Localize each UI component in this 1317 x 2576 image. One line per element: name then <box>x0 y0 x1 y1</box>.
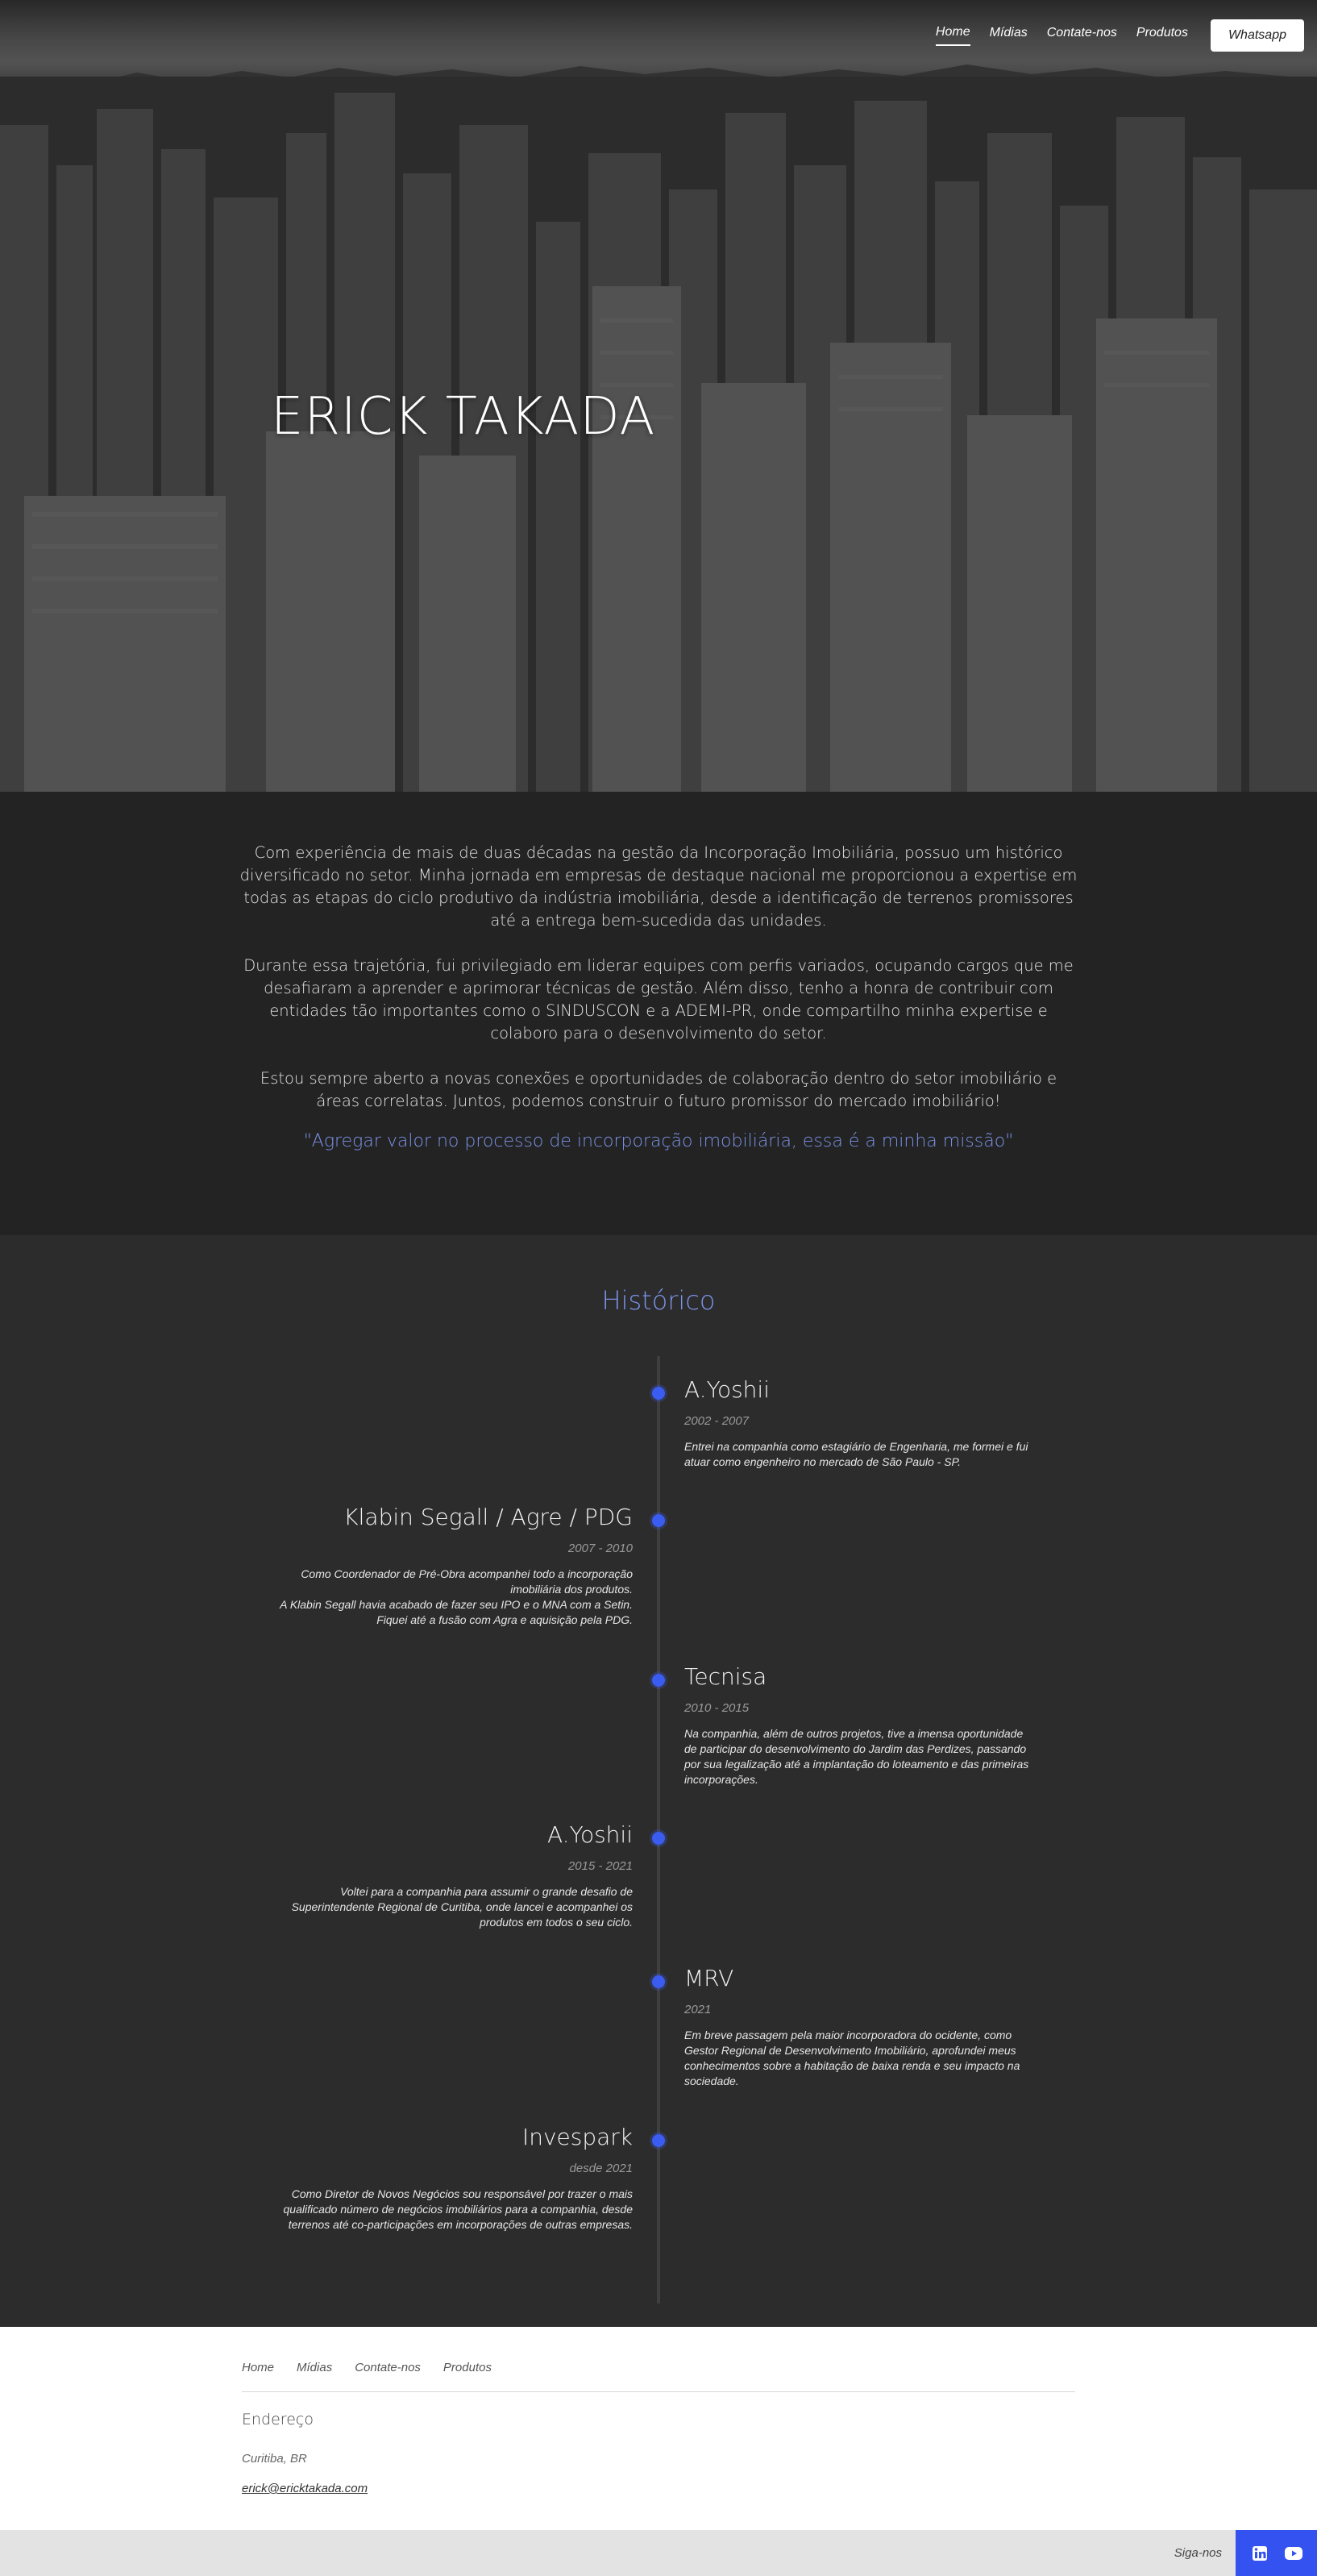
footer-nav <box>242 2361 514 2374</box>
about-paragraph: Com experiência de mais de duas décadas na gestão da Incorporação Imobiliária, possuo um histórico diversificado no setor. Minha jornada em empresas de destaque nacional me proporcionou a expertise em todas as etapas do ciclo produtivo da indústria imobiliária, desde a identificação de terrenos promissores até a entrega bem-sucedida das unidades. <box>239 843 1078 930</box>
timeline-entry <box>684 1376 1042 1470</box>
timeline-dot <box>652 1674 665 1687</box>
entry-description: Entrei na companhia como estagiário de Engenharia, me formei e fui atuar como engenheiro no mercado de São Paulo - SP. <box>684 1440 1028 1468</box>
footer <box>0 2327 1317 2530</box>
footer-divider <box>242 2391 1075 2392</box>
entry-company: A.Yoshii <box>684 1376 770 1403</box>
about-paragraph: Estou sempre aberto a novas conexões e oportunidades de colaboração dentro do setor imobiliário e áreas correlatas. Juntos, podemos construir o futuro promissor do mercado imobiliário! <box>260 1069 1057 1110</box>
entry-date: 2015 - 2021 <box>567 1859 633 1873</box>
hero-section <box>0 0 1317 792</box>
top-nav <box>916 19 1304 52</box>
entry-date: 2007 - 2010 <box>567 1542 633 1555</box>
entry-company: Tecnisa <box>684 1663 767 1690</box>
timeline-dot <box>652 1975 665 1988</box>
entry-description: Em breve passagem pela maior incorporadora do ocidente, como Gestor Regional de Desenvolvimento Imobiliário, aprofundei meus conhecimentos sobre a habitação de baixa renda e seu impacto na sociedade. <box>684 2029 1020 2087</box>
mission-quote: "Agregar valor no processo de incorporação imobiliária, essa é a minha missão" <box>303 1131 1014 1151</box>
timeline-entry <box>275 1504 633 1628</box>
footer-link-produtos[interactable]: Produtos <box>442 2361 492 2374</box>
entry-company: MRV <box>684 1965 734 1991</box>
entry-description: Como Diretor de Novos Negócios sou responsável por trazer o mais qualificado número de negócios imobiliários para a companhia, desde terrenos até co-participações em incorporações de outras empresas. <box>283 2187 633 2231</box>
entry-date: 2010 - 2015 <box>684 1701 750 1715</box>
nav-home[interactable]: Home <box>936 25 970 46</box>
footer-link-midias[interactable]: Mídias <box>297 2361 333 2374</box>
entry-company: Invespark <box>521 2124 633 2150</box>
hero-title: ERICK TAKADA <box>271 387 656 447</box>
youtube-icon[interactable] <box>1285 2545 1302 2562</box>
history-section <box>0 1235 1317 2327</box>
nav-contate-nos[interactable]: Contate-nos <box>1046 26 1117 40</box>
entry-company: A.Yoshii <box>547 1821 633 1848</box>
about-section <box>0 792 1317 1235</box>
entry-description: Como Coordenador de Pré-Obra acompanhei todo a incorporação imobiliária dos produtos. A Klabin Segall havia acabado de fazer seu IPO e o MNA com a Setin. Fiquei até a fusão com Agra e aquisição pela PDG. <box>280 1567 633 1626</box>
timeline-entry <box>684 1965 1042 2089</box>
email-link[interactable]: erick@ericktakada.com <box>242 2482 368 2495</box>
bottom-bar <box>0 2530 1317 2576</box>
social-links <box>1236 2530 1317 2576</box>
footer-link-home[interactable]: Home <box>242 2361 275 2374</box>
nav-midias[interactable]: Mídias <box>989 26 1028 40</box>
entry-date: desde 2021 <box>569 2162 633 2175</box>
timeline-dot <box>652 1514 665 1527</box>
hero-overlay <box>0 0 1317 792</box>
entry-description: Voltei para a companhia para assumir o grande desafio de Superintendente Regional de Curitiba, onde lancei e acompanhei os produtos em todos o seu ciclo. <box>291 1885 633 1929</box>
follow-label: Siga-nos <box>1174 2546 1222 2560</box>
about-paragraph: Durante essa trajetória, fui privilegiado em liderar equipes com perfis variados, ocupando cargos que me desafiaram a aprender e aprimorar técnicas de gestão. Além disso, tenho a honra de contribuir com entidades tão importantes como o SINDUSCON e a ADEMI-PR, onde compartilho minha expertise e colaboro para o desenvolvimento do setor. <box>243 956 1074 1042</box>
timeline-entry <box>684 1663 1042 1787</box>
timeline-dot <box>652 1832 665 1845</box>
entry-date: 2021 <box>684 2003 712 2016</box>
whatsapp-button[interactable]: Whatsapp <box>1211 19 1304 52</box>
entry-description: Na companhia, além de outros projetos, tive a imensa oportunidade de participar do desenvolvimento do Jardim das Perdizes, passando por sua legalização até a implantação do loteamento e das primeiras incorporações. <box>684 1727 1029 1786</box>
timeline-dot <box>652 2134 665 2147</box>
entry-date: 2002 - 2007 <box>684 1414 750 1428</box>
entry-company: Klabin Segall / Agre / PDG <box>343 1504 633 1530</box>
timeline-line <box>657 1356 660 2303</box>
timeline-entry <box>275 2124 633 2233</box>
address-title: Endereço <box>242 2411 314 2428</box>
address-city: Curitiba, BR <box>242 2452 307 2466</box>
history-title: Histórico <box>601 1285 716 1316</box>
linkedin-icon[interactable] <box>1251 2545 1269 2562</box>
timeline-dot <box>652 1387 665 1400</box>
footer-link-contate-nos[interactable]: Contate-nos <box>355 2361 421 2374</box>
nav-produtos[interactable]: Produtos <box>1136 26 1188 40</box>
timeline-entry <box>275 1821 633 1930</box>
